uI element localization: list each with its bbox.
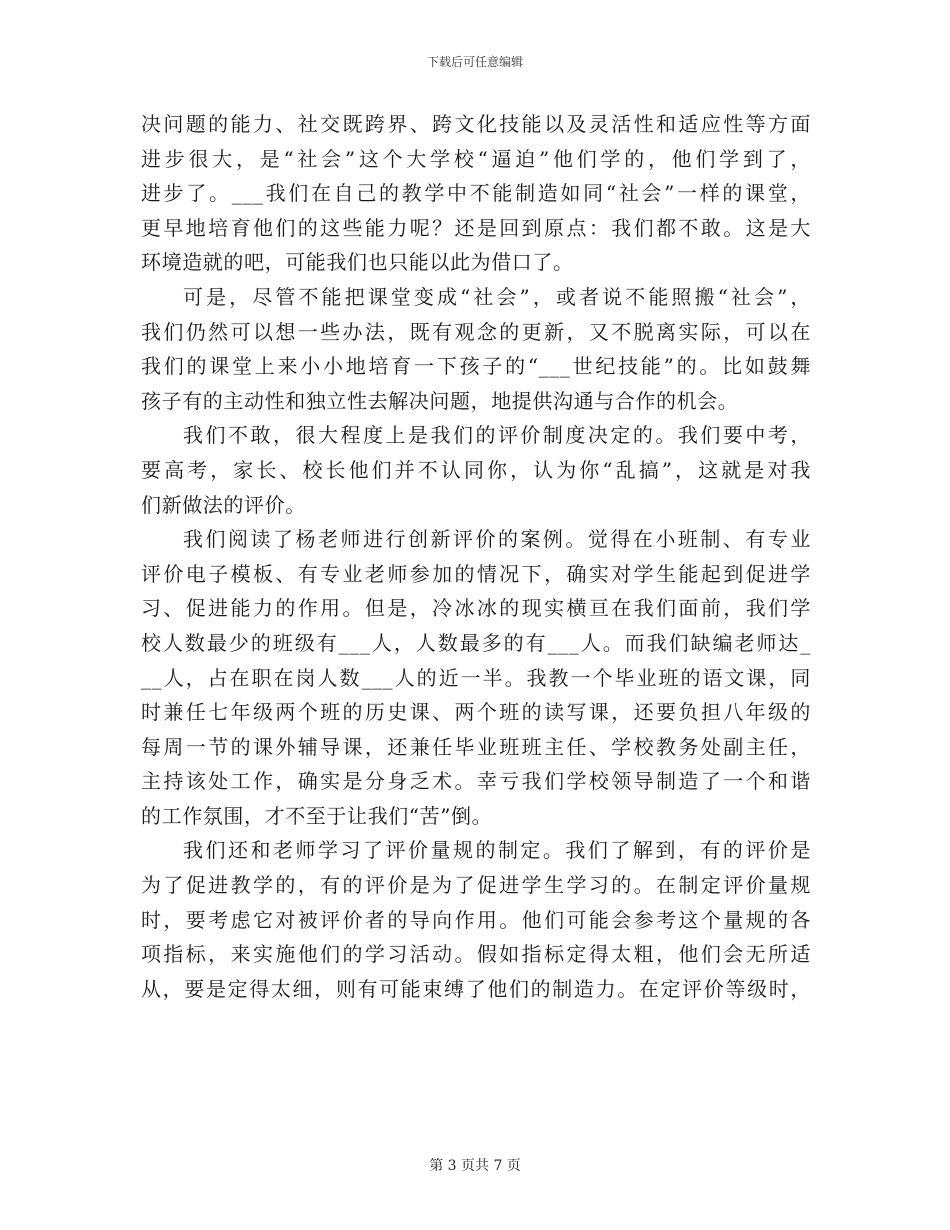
paragraph-5: [141, 833, 811, 1006]
text-line: 决问题的能力、社交既跨界、跨文化技能以及灵活性和适应性等方面: [141, 112, 811, 136]
text-line: 进步很大，是“社会”这个大学校“逼迫”他们学的，他们学到了，: [141, 146, 811, 171]
text-line: 评价电子模板、有专业老师参加的情况下，确实对学生能起到促进学: [141, 561, 811, 586]
page-number: 第 3 页共 7 页: [429, 1158, 521, 1174]
text-line: 我们的课堂上来小小地培育一下孩子的“___世纪技能”的。比如鼓舞: [141, 354, 811, 379]
text-line: 主持该处工作，确实是分身乏术。幸亏我们学校领导制造了一个和谐: [141, 769, 811, 794]
text-line: 我们不敢，很大程度上是我们的评价制度决定的。我们要中考，: [183, 423, 811, 448]
text-line: 每周一节的课外辅导课，还兼任毕业班班主任、学校教务处副主任，: [141, 734, 811, 759]
page-header: 下载后可任意编辑: [426, 55, 523, 69]
paragraph-2: [141, 280, 811, 418]
text-line: 项指标，来实施他们的学习活动。假如指标定得太粗，他们会无所适: [141, 942, 811, 967]
paragraph-1: [141, 107, 811, 280]
text-line: 进步了。___我们在自己的教学中不能制造如同“社会”一样的课堂，: [141, 181, 811, 206]
text-line: 孩子有的主动性和独立性去解决问题，地提供沟通与合作的机会。: [141, 388, 739, 413]
paragraph-4: [141, 522, 811, 833]
text-line: 时，要考虑它对被评价者的导向作用。他们可能会参考这个量规的各: [141, 907, 811, 932]
text-line: 要高考，家长、校长他们并不认同你，认为你“乱搞”，这就是对我: [141, 457, 811, 482]
document-body: [141, 107, 811, 1006]
text-line: 环境造就的吧，可能我们也只能以此为借口了。: [141, 250, 574, 275]
text-line: 我们阅读了杨老师进行创新评价的案例。觉得在小班制、有专业: [183, 527, 811, 552]
text-line: 们新做法的评价。: [141, 492, 306, 517]
text-line: 习、促进能力的作用。但是，冷冰冰的现实横亘在我们面前，我们学: [141, 596, 811, 621]
text-line: 可是，尽管不能把课堂变成“社会”，或者说不能照搬“社会”，: [183, 284, 811, 309]
text-line: 校人数最少的班级有___人，人数最多的有___人。而我们缺编老师达_: [141, 630, 811, 655]
text-line: 更早地培育他们的这些能力呢？还是回到原点：我们都不敢。这是大: [141, 215, 811, 240]
text-line: 时兼任七年级两个班的历史课、两个班的读写课，还要负担八年级的: [141, 700, 811, 725]
text-line: 我们仍然可以想一些办法，既有观念的更新，又不脱离实际，可以在: [141, 319, 811, 344]
paragraph-3: [141, 418, 811, 522]
text-line: 的工作氛围，才不至于让我们“苦”倒。: [141, 803, 493, 828]
text-line: __人，占在职在岗人数___人的近一半。我教一个毕业班的语文课，同: [141, 665, 811, 690]
text-line: 为了促进教学的，有的评价是为了促进学生学习的。在制定评价量规: [141, 873, 811, 898]
text-line: 我们还和老师学习了评价量规的制定。我们了解到，有的评价是: [183, 838, 811, 863]
text-line: 从，要是定得太细，则有可能束缚了他们的制造力。在定评价等级时，: [141, 976, 811, 1001]
